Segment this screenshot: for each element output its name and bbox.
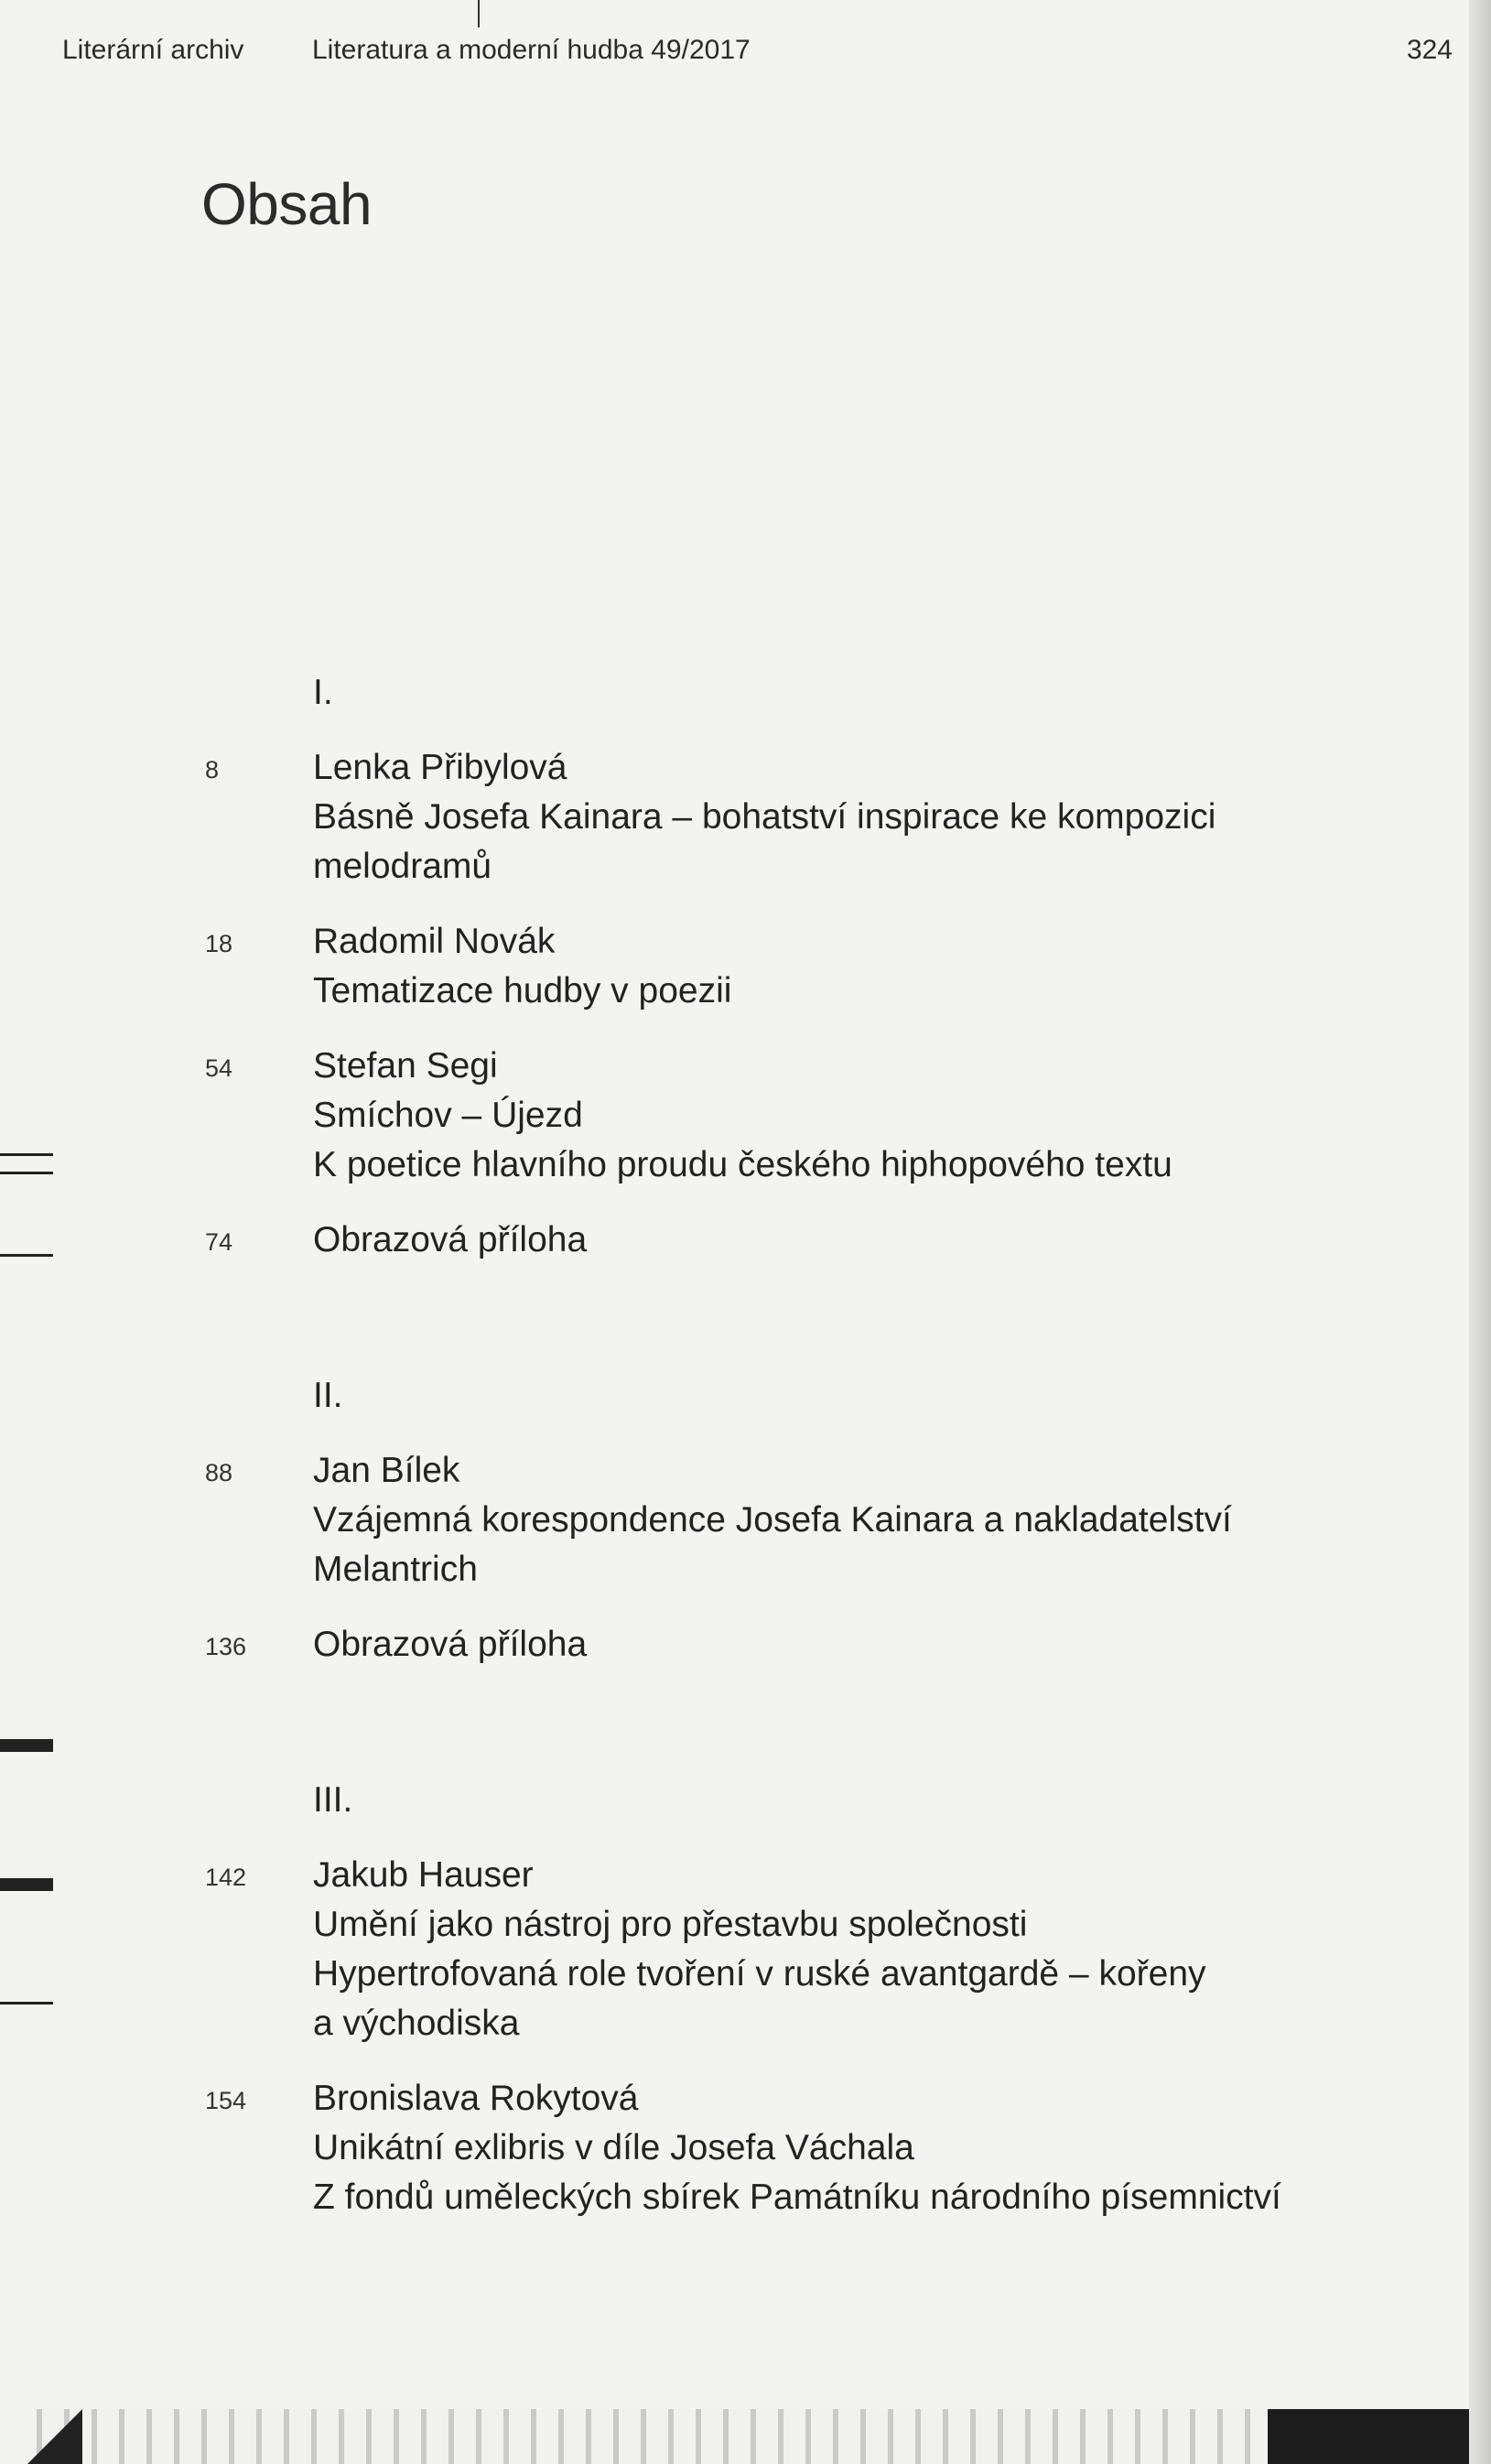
entry-title-line: K poetice hlavního proudu českého hiphopového textu <box>313 1145 1172 1184</box>
entry-title-line: Umění jako nástroj pro přestavbu společnosti <box>313 1905 1028 1944</box>
header-divider <box>478 0 480 27</box>
scan-edge-block <box>1268 2409 1469 2464</box>
toc-entry <box>205 2074 1491 2222</box>
entry-title-line: Melantrich <box>313 1550 478 1589</box>
toc-section-3 <box>0 1776 1491 2222</box>
toc-entry <box>205 1851 1491 2048</box>
toc-entry <box>205 1446 1491 1594</box>
toc-section-2 <box>0 1371 1491 1670</box>
entry-page-number: 18 <box>205 930 233 957</box>
page-title: Obsah <box>201 171 373 237</box>
entry-title-line: a východiska <box>313 2004 520 2043</box>
margin-index-mark <box>0 2002 53 2005</box>
entry-author: Jakub Hauser <box>313 1855 534 1895</box>
margin-index-mark <box>0 1254 53 1257</box>
entry-title-line: Hypertrofovaná role tvoření v ruské avantgardě – kořeny <box>313 1954 1206 1994</box>
toc-entry <box>205 1620 1491 1670</box>
section-label: III. <box>313 1780 353 1820</box>
section-label: II. <box>313 1376 343 1415</box>
entry-page-number: 154 <box>205 2087 247 2114</box>
entry-title-line: Tematizace hudby v poezii <box>313 971 732 1010</box>
journal-name: Literární archiv <box>62 35 244 65</box>
entry-title-line: Básně Josefa Kainara – bohatství inspirace ke kompozici <box>313 797 1216 837</box>
toc-entry <box>205 917 1491 1016</box>
entry-page-number: 54 <box>205 1054 233 1082</box>
scan-edge-wedge <box>27 2409 82 2464</box>
entry-author: Jan Bílek <box>313 1451 460 1490</box>
entry-author: Bronislava Rokytová <box>313 2079 639 2118</box>
entry-title-line: Vzájemná korespondence Josefa Kainara a nakladatelství <box>313 1500 1232 1540</box>
toc-entry <box>205 1042 1491 1190</box>
entry-author: Stefan Segi <box>313 1046 498 1086</box>
toc-section-1 <box>0 668 1491 1265</box>
scan-edge-strip <box>37 2409 1469 2464</box>
section-label: I. <box>313 673 333 712</box>
entry-page-number: 88 <box>205 1459 233 1486</box>
table-of-contents <box>0 668 1491 2248</box>
entry-title-line: Obrazová příloha <box>313 1220 588 1259</box>
issue-title: Literatura a moderní hudba 49/2017 <box>312 35 751 65</box>
margin-index-mark <box>0 1153 53 1156</box>
entry-title-line: Z fondů uměleckých sbírek Památníku národního písemnictví <box>313 2178 1281 2217</box>
entry-page-number: 8 <box>205 756 220 784</box>
entry-author: Radomil Novák <box>313 922 556 961</box>
entry-page-number: 136 <box>205 1633 247 1660</box>
entry-title-line: Obrazová příloha <box>313 1625 588 1664</box>
margin-index-mark <box>0 1878 53 1891</box>
entry-title-line: Smíchov – Újezd <box>313 1096 583 1135</box>
section-spacer <box>0 1291 1491 1371</box>
entry-title-line: Unikátní exlibris v díle Josefa Váchala <box>313 2128 914 2167</box>
entry-page-number: 74 <box>205 1228 233 1256</box>
margin-index-mark <box>0 1739 53 1752</box>
running-header <box>62 35 1453 75</box>
page-number: 324 <box>1406 35 1453 65</box>
toc-entry <box>205 1216 1491 1265</box>
entry-title-line: melodramů <box>313 847 492 886</box>
margin-index-mark <box>0 1172 53 1174</box>
entry-page-number: 142 <box>205 1864 247 1891</box>
entry-author: Lenka Přibylová <box>313 748 567 787</box>
section-spacer <box>0 1695 1491 1776</box>
toc-entry <box>205 743 1491 892</box>
